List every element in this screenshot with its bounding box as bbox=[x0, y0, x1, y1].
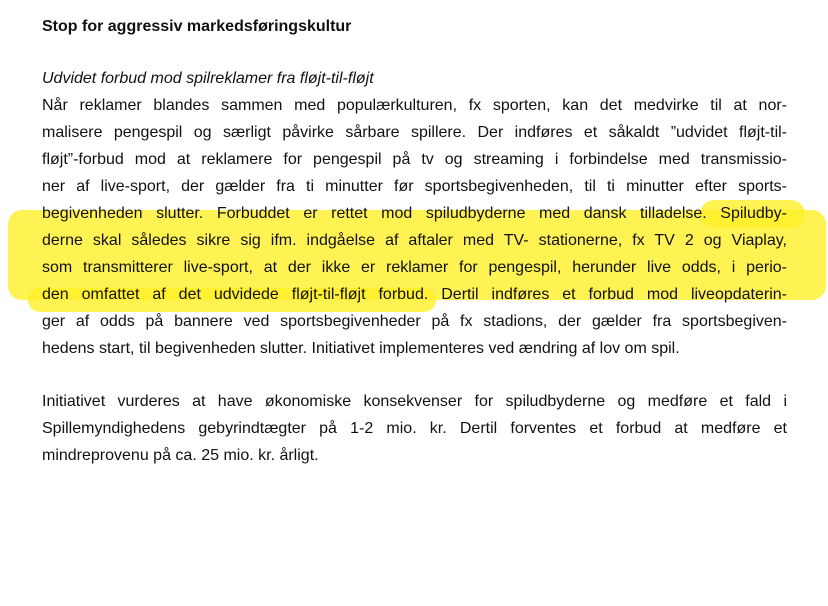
paragraph-line: den omfattet af det udvidede fløjt-til-fløjt forbud. Dertil indføres et forbud mod liveopdaterin- bbox=[42, 286, 787, 303]
paragraph-line: mindreprovenu på ca. 25 mio. kr. årligt. bbox=[42, 447, 319, 464]
paragraph-line: ner af live-sport, der gælder fra ti minutter før sportsbegivenheden, til ti minutter efter sports- bbox=[42, 178, 787, 195]
paragraph-line: fløjt”-forbud mod at reklamere for pengespil på tv og streaming i forbindelse med transmissio- bbox=[42, 151, 787, 168]
section-subheading: Udvidet forbud mod spilreklamer fra fløjt-til-fløjt bbox=[42, 70, 374, 87]
paragraph-line-highlighted: som transmitterer live-sport, at der ikke er reklamer for pengespil, herunder live odds, i perio- bbox=[42, 259, 787, 276]
blank-line bbox=[42, 40, 787, 66]
paragraph-line: Når reklamer blandes sammen med populærkulturen, fx sporten, kan det medvirke til at nor- bbox=[42, 97, 787, 114]
paragraph-line: Initiativet vurderes at have økonomiske konsekvenser for spiludbyderne og medføre et fald i bbox=[42, 393, 787, 410]
paragraph-line-highlighted: derne skal således sikre sig ifm. indgåelse af aftaler med TV- stationerne, fx TV 2 og Viaplay, bbox=[42, 232, 787, 249]
document-heading: Stop for aggressiv markedsføringskultur bbox=[42, 18, 352, 35]
paragraph-line: ger af odds på bannere ved sportsbegivenheder på fx stadions, der gælder fra sportsbegiven- bbox=[42, 313, 787, 330]
paragraph-line: malisere pengespil og særligt påvirke sårbare spillere. Der indføres et såkaldt ”udvidet fløjt-til- bbox=[42, 124, 787, 141]
document-page bbox=[42, 14, 787, 469]
paragraph-line: hedens start, til begivenheden slutter. Initiativet implementeres ved ændring af lov om spil. bbox=[42, 340, 680, 357]
paragraph-line: Spillemyndighedens gebyrindtægter på 1-2 mio. kr. Dertil forventes et forbud at medføre et bbox=[42, 420, 787, 437]
paragraph-2 bbox=[42, 388, 787, 469]
blank-line bbox=[42, 362, 787, 388]
paragraph-line: begivenheden slutter. Forbuddet er rettet mod spiludbyderne med dansk tilladelse. Spiludby- bbox=[42, 205, 787, 222]
